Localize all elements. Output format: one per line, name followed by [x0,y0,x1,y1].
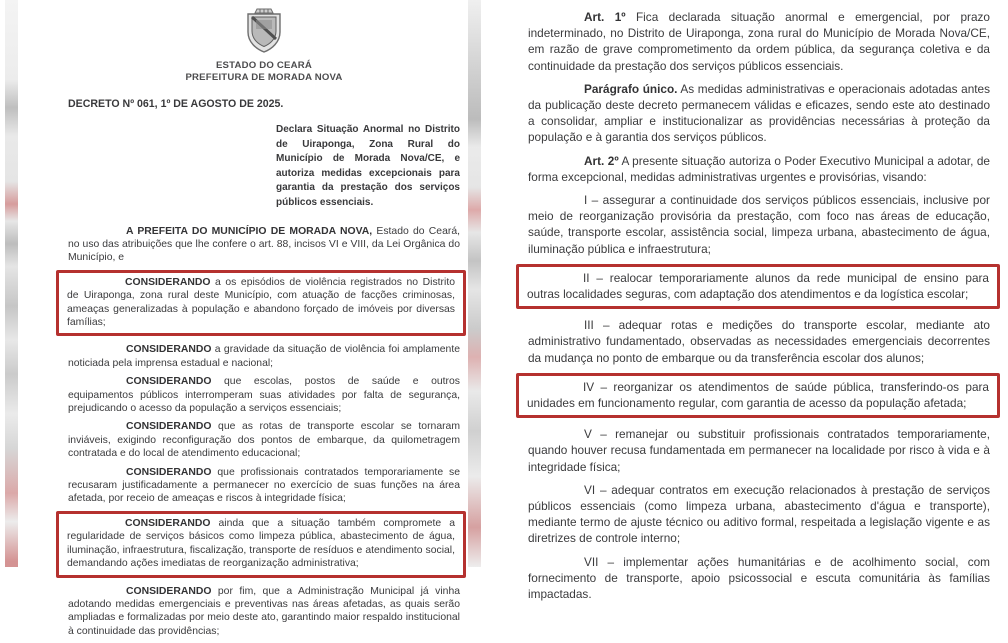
paragraph: A PREFEITA DO MUNICÍPIO DE MORADA NOVA, Estado do Ceará, no uso das atribuições que lhe confere o art. 88, incisos VI e VIII, da Lei Orgânica do Município, e [68,225,460,264]
paragraph: CONSIDERANDO que profissionais contratados temporariamente se recusaram justificadamente a permanecer no exercício de suas funções na área afetada, por receio de ameaças e riscos à integridade física; [68,466,460,505]
paragraph: CONSIDERANDO que escolas, postos de saúde e outros equipamentos públicos interromperam suas atividades por falta de segurança, prejudicando o acesso da população a serviços essenciais; [68,376,460,415]
org-state: ESTADO DO CEARÁ [215,60,313,71]
org-prefecture: PREFEITURA DE MORADA NOVA [185,71,343,83]
paragraph: CONSIDERANDO que as rotas de transporte escolar se tornaram inviáveis, exigindo reconfiguração dos pontos de embarque, da quilometragem contratada e do local de atendimento educacional; [68,421,460,460]
paragraph: VI – adequar contratos em execução relacionados à prestação de serviços públicos essenciais (como limpeza urbana, abastecimento d'água e transporte), mediante termo de ajuste técnico ou aditivo formal, respeitada a legislação vigente e as diretrizes de controle interno; [528,482,990,546]
page-2-paragraphs [528,9,990,609]
paragraph: V – remanejar ou substituir profissionais contratados temporariamente, quando houver recusa fundamentada em permanecer na localidade por risco à vida e à integridade física; [528,427,990,474]
highlighted-paragraph: CONSIDERANDO ainda que a situação também compromete a regularidade de serviços básicos como limpeza pública, abastecimento de água, iluminação, infraestrutura, fiscalização, transporte de resíduos e atendimento social, demandando ações imediatas de reorganização administrativa; [56,511,466,578]
paragraph: I – assegurar a continuidade dos serviços públicos essenciais, inclusive por meio de reorganização provisória da prestação, com foco nas áreas de educação, saúde, transporte escolar, assistência social, limpeza urbana, abastecimento de água, iluminação pública e infraestrutura; [528,193,990,256]
highlighted-paragraph: II – realocar temporariamente alunos da rede municipal de ensino para outras localidades seguras, com adaptação dos atendimentos e da logística escolar; [516,264,1000,309]
paragraph: Art. 1º Fica declarada situação anormal e emergencial, por prazo indeterminado, no Distrito de Uiraponga, zona rural do Município de Morada Nova/CE, em razão de grave comprometimento da ordem pública, da segurança coletiva e da continuidade da prestação dos serviços públicos essenciais. [528,10,990,73]
paragraph: Art. 2º A presente situação autoriza o Poder Executivo Municipal a adotar, de forma excepcional, medidas administrativas urgentes e provisórias, visando: [528,153,990,184]
document-page-1 [0,0,490,637]
decree-number: DECRETO Nº 061, 1º DE AGOSTO DE 2025. [68,98,284,110]
highlighted-paragraph: CONSIDERANDO a os episódios de violência registrados no Distrito de Uiraponga, zona rural deste Município, com atuação de facções criminosas, ameaças generalizadas à população e abandono forçado de imóveis por diversas famílias; [56,270,466,337]
paragraph: Parágrafo único. As medidas administrativas e operacionais adotadas antes da publicação deste decreto permanecem válidas e eficazes, sendo este ato destinado a consolidar, ampliar e institucionalizar as providências necessárias à proteção da população e à garantia dos serviços públicos. [528,81,990,145]
page-1-paragraphs [68,225,460,639]
coat-of-arms-icon [241,7,287,58]
document-page-2 [490,0,1008,602]
paragraph: VII – implementar ações humanitárias e de acolhimento social, com fornecimento de transporte, apoio psicossocial e escuta comunitária às famílias impactadas. [528,554,990,602]
paragraph: CONSIDERANDO por fim, que a Administração Municipal já vinha adotando medidas emergenciais e preventivas nas áreas afetadas, as quais serão ampliadas e formalizadas por meio deste ato, garantindo maior respaldo institucional à continuidade das providências; [68,585,460,637]
paragraph: CONSIDERANDO a gravidade da situação de violência foi amplamente noticiada pela imprensa estadual e nacional; [68,344,460,369]
paragraph: III – adequar rotas e medições do transporte escolar, mediante ato administrativo fundamentado, observadas as necessidades emergenciais decorrentes da mudança no ponto de embarque ou da transferência escolar dos alunos; [528,318,990,365]
highlighted-paragraph: IV – reorganizar os atendimentos de saúde pública, transferindo-os para unidades em funcionamento regular, com garantia de acesso da população afetada; [516,373,1000,418]
decree-summary: Declara Situação Anormal no Distrito de Uiraponga, Zona Rural do Município de Morada Nova/CE, e autoriza medidas excepcionais para garantia da prestação dos serviços públicos essenciais. [276,124,460,208]
